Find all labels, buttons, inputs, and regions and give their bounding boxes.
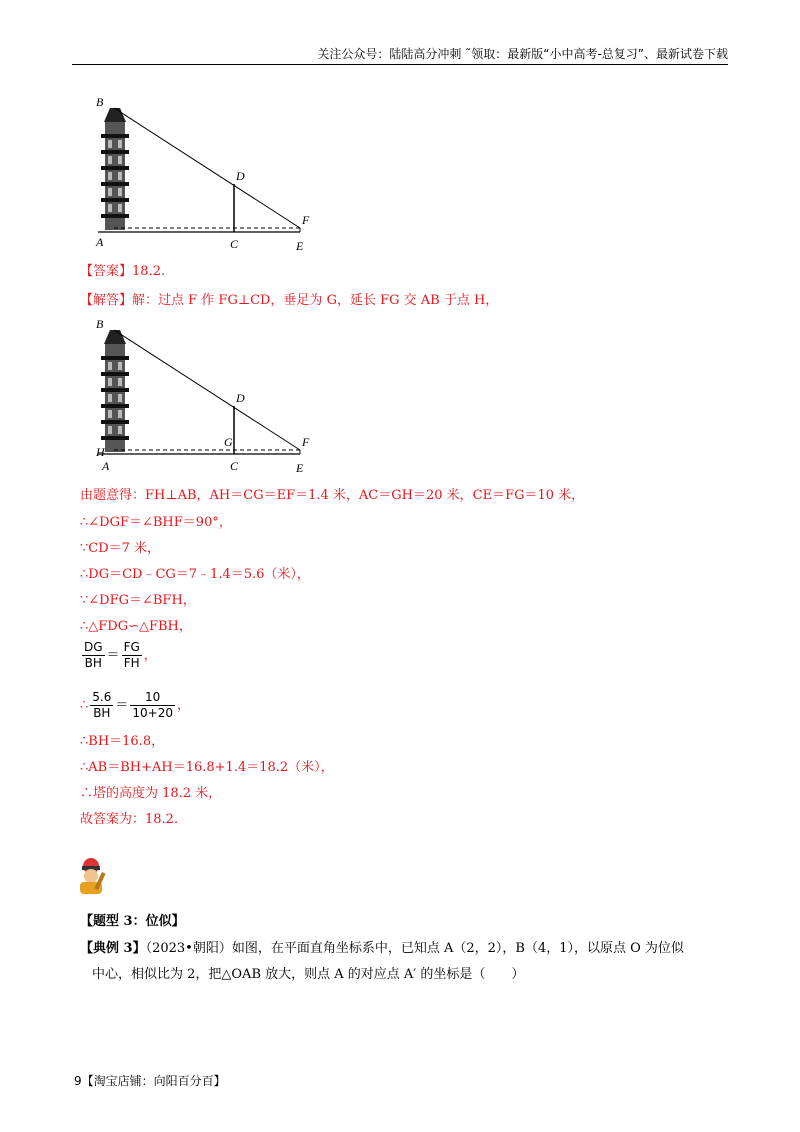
page-header	[72, 46, 728, 65]
step-line: 故答案为：18.2.	[80, 812, 179, 827]
example-line-1	[80, 940, 684, 958]
tower-figure-2	[92, 316, 322, 478]
label-D: D	[236, 169, 245, 183]
label-E: E	[296, 461, 304, 475]
step-line: ∴BH＝16.8，	[80, 734, 165, 749]
fraction: $\frac{DG}{BH}$	[84, 640, 103, 670]
answer-value: 18.2.	[132, 264, 166, 279]
step-line: ∴∠DGF＝∠BHF＝90°，	[80, 515, 232, 530]
ratio-equation-1: $\frac{DG}{BH}$ ＝ $\frac{FG}{FH}$ ，	[84, 640, 157, 670]
mascot-icon	[74, 856, 108, 896]
answer-tag: 【答案】	[80, 264, 133, 279]
header-text: 关注公众号：陆陆高分冲刺 ˜领取：最新版“小中高考-总复习”、最新试卷下载	[317, 47, 728, 61]
solution-line	[80, 292, 498, 310]
label-G: G	[224, 435, 233, 449]
step-line: ∴DG＝CD﹣CG＝7﹣1.4＝5.6（米），	[80, 567, 310, 582]
solution-intro: 解：过点 F 作 FG⊥CD，垂足为 G，延长 FG 交 AB 于点 H，	[132, 293, 499, 308]
label-F: F	[302, 435, 310, 449]
example-text-1: （2023•朝阳）如图，在平面直角坐标系中，已知点 A（2，2），B（4，1），以原点 O 为位似	[145, 941, 684, 956]
section-title: 【题型 3：位似】	[80, 914, 185, 929]
tower-figure-1	[92, 94, 322, 256]
label-B: B	[96, 95, 104, 109]
solution-tag: 【解答】	[80, 293, 133, 308]
label-H: H	[96, 445, 105, 459]
label-B: B	[96, 317, 104, 331]
fraction: $\frac{FG}{FH}$	[123, 640, 140, 670]
example-tag: 【典例 3】	[80, 941, 146, 956]
label-A: A	[96, 235, 104, 249]
label-F: F	[302, 213, 310, 227]
step-line: ∵∠DFG＝∠BFH，	[80, 593, 196, 608]
label-C: C	[230, 459, 239, 473]
step-line: ∴塔的高度为 18.2 米，	[80, 786, 222, 801]
label-A: A	[102, 459, 110, 473]
label-D: D	[236, 391, 245, 405]
step-line: ∴△FDG∽△FBH，	[80, 619, 192, 634]
pagoda-icon	[101, 330, 129, 452]
step-line: ∴AB＝BH+AH＝16.8+1.4＝18.2（米），	[80, 760, 334, 775]
page-footer: 9【淘宝店铺：向阳百分百】	[74, 1074, 226, 1088]
answer-line	[80, 263, 165, 281]
label-C: C	[230, 237, 239, 251]
label-E: E	[296, 239, 304, 253]
fraction: $\frac{10}{10+20}$	[132, 690, 173, 720]
step-line: ∵CD＝7 米，	[80, 541, 161, 556]
fraction: $\frac{5.6}{BH}$	[92, 690, 112, 720]
step-line: 由题意得：FH⊥AB，AH＝CG＝EF＝1.4 米，AC＝GH＝20 米，CE＝FG＝10 米，	[80, 488, 585, 503]
example-line-2: 中心，相似比为 2，把△OAB 放大，则点 A 的对应点 A′ 的坐标是（ ）	[92, 967, 525, 982]
pagoda-icon	[101, 108, 129, 230]
ratio-equation-2: ∴ $\frac{5.6}{BH}$ ＝ $\frac{10}{10+20}$ ，	[80, 690, 190, 720]
